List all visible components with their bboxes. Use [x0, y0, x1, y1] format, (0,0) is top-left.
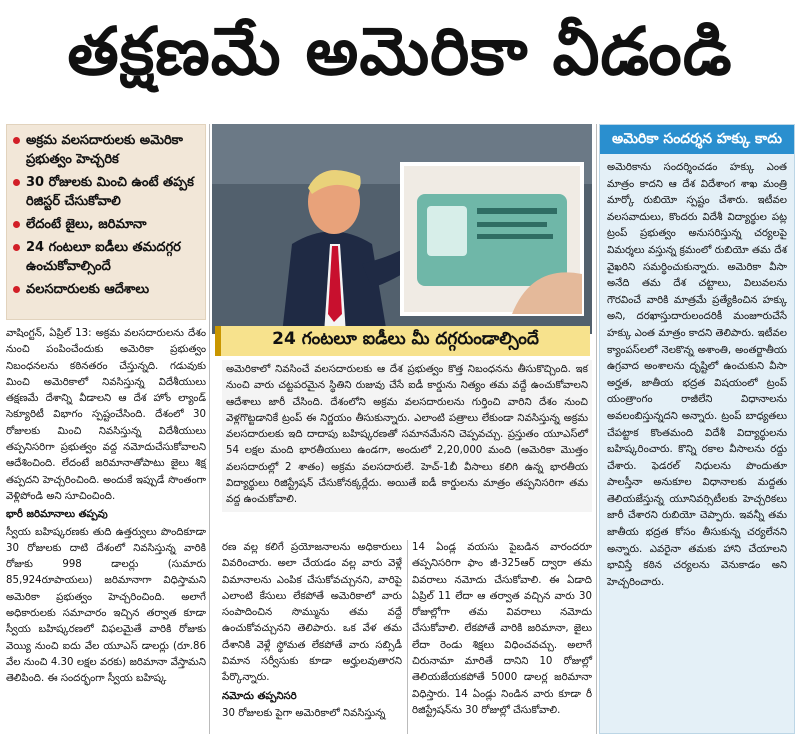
- highlight-item: [11, 131, 201, 169]
- article-subhead: నమోదు తప్పనిసరి: [222, 690, 297, 702]
- bullet-dot-icon: [13, 179, 20, 186]
- article-paragraph: రణ వల్ల కలిగే ప్రయోజనాలను అధికారులు వివరించారు. అలా చేయడం వల్ల వారు వెళ్లే విమానాలను ఎంపిక చేసుకోవచ్చునని, వారిపై ఎలాంటి కేసులు లేకపోతే అమెరికాలో వారు సంపాదించిన సొమ్మును తమ వద్దే ఉంచుకోవచ్చునని తెలిపారు. ఒక వేళ తమ దేశానికి వెళ్లే స్థోమత లేకపోతే వారు సబ్సిడీ విమాన సర్వీసుకు కూడా అర్హులవుతారని పేర్కొన్నారు.: [222, 542, 402, 684]
- highlight-text: వలసదారులకు ఆదేశాలు: [26, 282, 150, 297]
- article-paragraph: 14 ఏండ్ల వయసు పైబడిన వారందరూ తప్పనిసరిగా ఫాం జీ-325ఆర్ ద్వారా తమ వివరాలు నమోదు చేసుకోవాలి. ఈ ఏడాది ఏప్రిల్ 11 లేదా ఆ తర్వాత వచ్చిన వారు 30 రోజుల్లోగా తమ వివరాలు నమోదు చేసుకోవాలి. లేకపోతే వారికి జరిమానా, జైలు లేదా రెండు శిక్షలు విధించవచ్చు. అలాగే చిరునామా మారితే దానిని 10 రోజుల్లో తెలియజేయకపోతే 5000 డాలర్ల జరిమానా విధిస్తారు. 14 ఏండ్లు నిండిన వారు కూడా రీ రిజిస్ట్రేషన్‌ను 30 రోజుల్లో చేసుకోవాలి.: [412, 542, 592, 716]
- article-subhead: భారీ జరిమానాలు తప్పవు: [6, 509, 108, 521]
- highlight-text: 24 గంటలూ ఐడీలు తమదగ్గర ఉంచుకోవాల్సిందే: [26, 240, 181, 274]
- bullet-dot-icon: [13, 137, 20, 144]
- article-paragraph: 30 రోజులకు పైగా అమెరికాలో నివసిస్తున్న: [222, 707, 386, 719]
- highlight-item: [11, 215, 201, 234]
- sidebar-title: అమెరికా సందర్శన హక్కు కాదు: [600, 125, 794, 154]
- highlight-item: [11, 238, 201, 276]
- highlight-text: లేదంటే జైలు, జరిమానా: [26, 217, 147, 232]
- photo-illustration: [212, 124, 592, 334]
- bullet-dot-icon: [13, 244, 20, 251]
- photo-caption: 24 గంటలూ ఐడీలు మీ దగ్గరుండాల్సిందే: [215, 326, 590, 356]
- bullet-dot-icon: [13, 221, 20, 228]
- column-divider: [209, 124, 210, 734]
- bullet-dot-icon: [13, 286, 20, 293]
- article-column-b2: [412, 540, 592, 720]
- highlights-box: [6, 124, 206, 320]
- highlight-item: [11, 280, 201, 299]
- headline: తక్షణమే అమెరికా వీడండి: [67, 12, 733, 90]
- highlight-text: 30 రోజులకు మించి ఉంటే తప్పక రిజిస్టర్ చేసుకోవాలి: [26, 175, 194, 209]
- sidebar-text: అమెరికాను సందర్శించడం హక్కు ఎంత మాత్రం కాదని ఆ దేశ విదేశాంగ శాఖ మంత్రి మార్కో రుబియో స్పష్టం చేశారు. ఇటీవల వలసవాదులు, కొందరు విదేశీ విద్యార్థుల పట్ల ట్రంప్ ప్రభుత్వం అనుసరిస్తున్న చర్యలపై విమర్శలు వస్తున్న క్రమంలో రుబియో తమ దేశ వైఖరిని సమర్థించుకున్నారు. అమెరికా వీసా అనేది తమ దేశ చట్టాలు, విలువలను గౌరవించే వారికి మాత్రమే ప్రత్యేకించిన హక్కు అని, దరఖాస్తుదారులందరికీ మంజూరుచేసే హక్కు ఎంత మాత్రం కాదని తెలిపారు. ఇటీవల క్యాంపస్‌లలో నెలకొన్న అశాంతి, అంతర్జాతీయ ఉగ్రవాద అంశాలను దృష్టిలో ఉంచుకుని వీసా అర్హత, జాతీయ భద్రత విషయంలో ట్రంప్ యంత్రాంగం రాజీలేని విధానాలను అవలంబిస్తున్నదని అన్నారు. ట్రంప్ బాధ్యతలు చేపట్టాక కొంతమంది విదేశీ విద్యార్థులను బహిష్కరించారు. కొన్ని రకాల వీసాలను రద్దు చేశారు. ఫెడరల్ నిధులను పొందుతూ పాలస్తీనా అనుకూల విధానాలకు మద్దతు తెలియజేస్తున్న యూనివర్సిటీలకు హెచ్చరికలు జారీ చేశారని రుబియో చెప్పారు. ఇవన్నీ తమ జాతీయ భద్రత కోసం తీసుకున్న చర్యలేనని అన్నారు. ఎవరైనా తమకు హాని చేయాలని భావిస్తే కఠిన చర్యలను వెనుకాడం అని హెచ్చరించారు.: [607, 162, 787, 588]
- article-paragraph: స్వీయ బహిష్కరణకు తుది ఉత్తర్వులు పొందికూడా 30 రోజులకు దాటి దేశంలో నివసిస్తున్న వారికి రోజుకు 998 డాలర్లు (సుమారు 85,924రూపాయలు) జరిమానాగా విధిస్తామని అమెరికా ప్రభుత్వం హెచ్చరించింది. అలాగే అధికారులకు సమాచారం ఇచ్చిన తర్వాత కూడా స్వీయ బహిష్కరణలో విఫలమైతే వారికి రోజుకు వెయ్యి నుంచి ఐదు వేల యూఎస్ డాలర్లు (రూ.86 వేల నుంచి 4.30 లక్షల వరకు) జరిమానా వేస్తామని తెలిపింది. ఈ సందర్భంగా స్వీయ బహిష్క: [6, 526, 206, 685]
- article-paragraph: అమెరికాలో నివసించే వలసదారులకు ఆ దేశ ప్రభుత్వం కొత్త నిబంధనను తీసుకొచ్చింది. ఇక నుంచి వారు చట్టపరమైన స్థితిని రుజువు చేసే ఐడీ కార్డును నిత్యం తమ వద్దే ఉంచుకోవాలని ఆదేశాలు జారీ చేసింది. దేశంలోని అక్రమ వలసదారులను గుర్తించి వారిని దేశం నుంచి వెళ్లగొట్టడానికే ట్రంప్ ఈ నిర్ణయం తీసుకున్నారు. ఎలాంటి పత్రాలు లేకుండా నివసిస్తున్న అక్రమ వలసదారులకు ఇది దాదాపు బహిష్కరణతో సమానమేనని చెప్పవచ్చు. ప్రస్తుతం యూఎస్‌లో 54 లక్షల మంది భారతీయులు ఉండగా, అందులో 2,20,000 మంది (అమెరికా మొత్తం వలసదారుల్లో 2 శాతం) అక్రమ వలసదారులే. హెచ్-1బీ వీసాలు కలిగి ఉన్న భారతీయ విద్యార్థులు రిజిస్ట్రేషన్ చేసుకోనక్కర్లేదు. అయితే ఐడీ కార్డులను మాత్రం తప్పనిసరిగా తమ వద్ద ఉంచుకోవాలి.: [226, 364, 588, 506]
- article-paragraph: వాషింగ్టన్, ఏప్రిల్ 13: అక్రమ వలసదారులను దేశం నుంచి పంపించేందుకు అమెరికా ప్రభుత్వం నిబంధనలను కఠినతరం చేస్తున్నది. గడువుకు మించి అమెరికాలో నివసిస్తున్న విదేశీయులు తక్షణమే దేశాన్ని వీడాలని ఆ దేశ హోం ల్యాండ్ సెక్యూరిటీ విభాగం స్పష్టంచేసింది. దేశంలో 30 రోజులకు మించి నివసిస్తున్న విదేశీయులు తప్పనిసరిగా ప్రభుత్వం వద్ద నమోదుచేసుకోవాలని ఆదేశించింది. లేదంటే జరిమానాతోపాటు జైలు శిక్ష తప్పదని హెచ్చరించింది. అందుకే ఇప్పుడే సొంతంగా వెళ్లిపోండి అని సూచించింది.: [6, 328, 206, 502]
- sidebar-box: [599, 124, 795, 734]
- column-divider: [596, 124, 597, 734]
- column-divider: [407, 540, 408, 734]
- news-photo: [212, 124, 592, 334]
- article-column-left: [6, 326, 206, 689]
- article-column-center: [222, 360, 592, 512]
- highlight-item: [11, 173, 201, 211]
- article-column-b1: [222, 540, 402, 723]
- highlight-text: అక్రమ వలసదారులకు అమెరికా ప్రభుత్వం హెచ్చరిక: [26, 133, 183, 167]
